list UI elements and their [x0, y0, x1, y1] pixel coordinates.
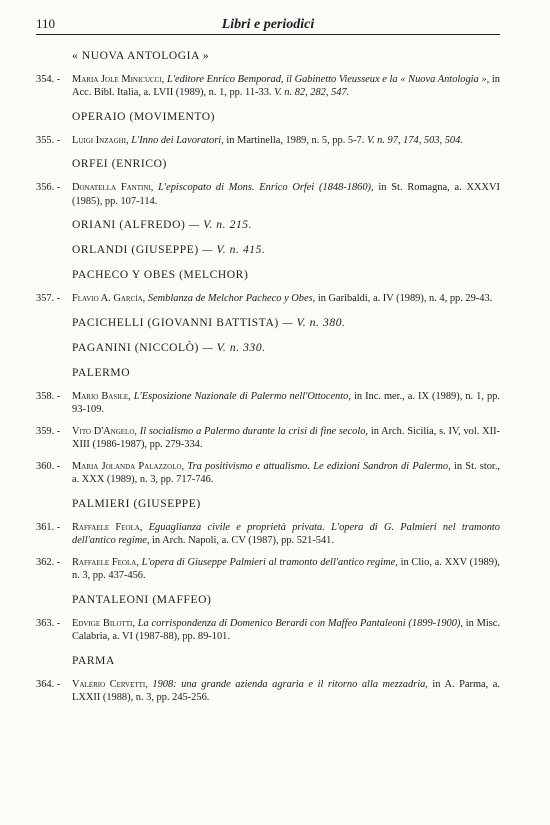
- entry-author: Flavio A. García,: [72, 293, 146, 305]
- entry-title: L'Inno dei Lavoratori,: [131, 134, 224, 146]
- entry-number: 355. -: [36, 134, 61, 146]
- entry-author: Raffaele Feola,: [72, 556, 139, 568]
- entry-title: L'editore Enrico Bemporad, il Gabinetto Vieusseux e la « Nuova Antologia »,: [166, 73, 490, 85]
- section-heading: [36, 110, 500, 125]
- heading-text: OPERAIO (MOVIMENTO): [72, 110, 216, 123]
- entry-title: Tra positivismo e attualismo. Le edizioni Sandron di Palermo,: [187, 460, 451, 472]
- bibliography-entry: [36, 292, 500, 306]
- bibliography-entry: [36, 460, 500, 487]
- entry-source: in Acc. Bibl. Italia, a. LVII (1989), n. 1, pp. 11-33.: [72, 73, 500, 99]
- entry-title: L'episcopato di Mons. Enrico Orfei (1848-1860),: [158, 182, 374, 194]
- entry-text: [72, 292, 500, 306]
- entry-source: in Clio, a. XXV (1989), n. 3, pp. 437-456.: [72, 556, 500, 582]
- page-header: [36, 16, 500, 35]
- cross-reference: — V. n. 330.: [202, 341, 266, 354]
- entry-number: 361. -: [36, 521, 61, 533]
- entry-author: Maria Jole Minicucci,: [72, 73, 165, 85]
- bibliography-entry: [36, 181, 500, 208]
- entry-title: L'Esposizione Nazionale di Palermo nell'Ottocento,: [133, 390, 351, 402]
- entry-number: 354. -: [36, 73, 61, 85]
- bibliography-entry: [36, 617, 500, 644]
- entry-author: Luigi Inzaghi,: [72, 134, 129, 146]
- entry-source: in Arch. Napoli, a. CV (1987), pp. 521-541.: [152, 535, 334, 547]
- bibliography-list: [36, 45, 500, 713]
- entry-author: Edvige Bilotti,: [72, 617, 135, 629]
- entry-text: [72, 521, 500, 548]
- entry-text: [72, 678, 500, 705]
- section-heading: [36, 243, 500, 258]
- heading-text: « NUOVA ANTOLOGIA »: [72, 50, 210, 62]
- section-heading: [36, 268, 500, 283]
- entry-number: 357. -: [36, 293, 61, 305]
- entry-title: Eguaglianza civile e proprietà privata. L'opera di G. Palmieri nel tramonto dell'antico regime,: [72, 521, 500, 547]
- bibliography-entry: [36, 425, 500, 452]
- entry-title: Semblanza de Melchor Pacheco y Obes,: [147, 293, 316, 305]
- entry-title: L'opera di Giuseppe Palmieri al tramonto dell'antico regime,: [141, 556, 398, 568]
- section-heading: [36, 654, 500, 669]
- section-heading: [36, 218, 500, 233]
- heading-text: ORIANI (ALFREDO): [72, 219, 186, 232]
- heading-text: ORLANDI (GIUSEPPE): [72, 244, 199, 257]
- cross-reference: — V. n. 215.: [188, 219, 253, 232]
- entry-text: [72, 134, 500, 148]
- bibliography-entry: [36, 556, 500, 583]
- entry-author: Vito D'Angelo,: [72, 425, 137, 437]
- entry-text: [72, 556, 500, 583]
- entry-text: [72, 181, 500, 208]
- heading-text: PACICHELLI (GIOVANNI BATTISTA): [72, 316, 279, 329]
- entry-author: Mario Basile,: [72, 390, 131, 402]
- cross-reference: V. n. 82, 282, 547.: [274, 87, 350, 99]
- section-heading: [36, 497, 500, 512]
- entry-source: in Arch. Sicilia, s. IV, vol. XII-XIII (1986-1987), pp. 279-334.: [72, 425, 500, 451]
- running-title: Libri e periodici: [221, 17, 315, 32]
- section-heading: [36, 366, 500, 381]
- page-number: 110: [36, 16, 56, 31]
- entry-author: Raffaele Feola,: [72, 521, 143, 533]
- entry-text: [72, 460, 500, 487]
- bibliography-entry: [36, 390, 500, 417]
- entry-number: 356. -: [36, 182, 61, 194]
- section-heading: [36, 49, 500, 64]
- bibliography-entry: [36, 521, 500, 548]
- section-heading: [36, 157, 500, 172]
- entry-source: in A. Parma, a. LXXII (1988), n. 3, pp. 245-256.: [72, 678, 500, 704]
- entry-number: 363. -: [36, 617, 61, 629]
- entry-title: Il socialismo a Palermo durante la crisi di fine secolo,: [139, 425, 369, 437]
- entry-title: La corrispondenza di Domenico Berardi con Maffeo Pantaleoni (1899-1900),: [137, 617, 463, 629]
- bibliography-entry: [36, 134, 500, 148]
- cross-reference: V. n. 97, 174, 503, 504.: [366, 134, 463, 146]
- heading-text: PARMA: [72, 654, 115, 667]
- bibliography-entry: [36, 73, 500, 100]
- entry-title: 1908: una grande azienda agraria e il ritorno alla mezzadria,: [152, 678, 428, 690]
- heading-text: PANTALEONI (MAFFEO): [72, 593, 212, 606]
- entry-text: [72, 390, 500, 417]
- entry-source: in Misc. Calabria, a. VI (1987-88), pp. 89-101.: [72, 617, 501, 643]
- entry-source: in St. Romagna, a. XXXVI (1985), pp. 107-114.: [72, 182, 501, 207]
- entry-source: in Martinella, 1989, n. 5, pp. 5-7.: [226, 134, 365, 146]
- entry-author: Donatella Fantini,: [72, 182, 154, 194]
- cross-reference: — V. n. 415.: [202, 244, 266, 257]
- entry-number: 359. -: [36, 425, 61, 437]
- entry-number: 358. -: [36, 390, 61, 402]
- entry-text: [72, 425, 500, 452]
- cross-reference: — V. n. 380.: [282, 316, 346, 329]
- heading-text: PALERMO: [72, 366, 131, 379]
- entry-number: 360. -: [36, 460, 61, 472]
- entry-source: in Inc. mer., a. IX (1989), n. 1, pp. 93-109.: [72, 390, 500, 416]
- bibliography-entry: [36, 678, 500, 705]
- entry-source: in St. stor., a. XXX (1989), n. 3, pp. 717-746.: [72, 460, 501, 486]
- heading-text: PALMIERI (GIUSEPPE): [72, 497, 201, 510]
- entry-author: Maria Jolanda Palazzolo,: [72, 460, 185, 472]
- section-heading: [36, 341, 500, 356]
- entry-number: 362. -: [36, 556, 61, 568]
- section-heading: [36, 316, 500, 331]
- heading-text: PACHECO Y OBES (MELCHOR): [72, 269, 249, 282]
- entry-text: [72, 617, 500, 644]
- entry-source: in Garibaldi, a. IV (1989), n. 4, pp. 29-43.: [317, 293, 493, 305]
- heading-text: ORFEI (ENRICO): [72, 158, 167, 171]
- entry-number: 364. -: [36, 678, 61, 690]
- entry-text: [72, 73, 500, 100]
- entry-author: Valerio Cervetti,: [72, 678, 148, 690]
- section-heading: [36, 593, 500, 608]
- heading-text: PAGANINI (NICCOLÒ): [72, 341, 199, 354]
